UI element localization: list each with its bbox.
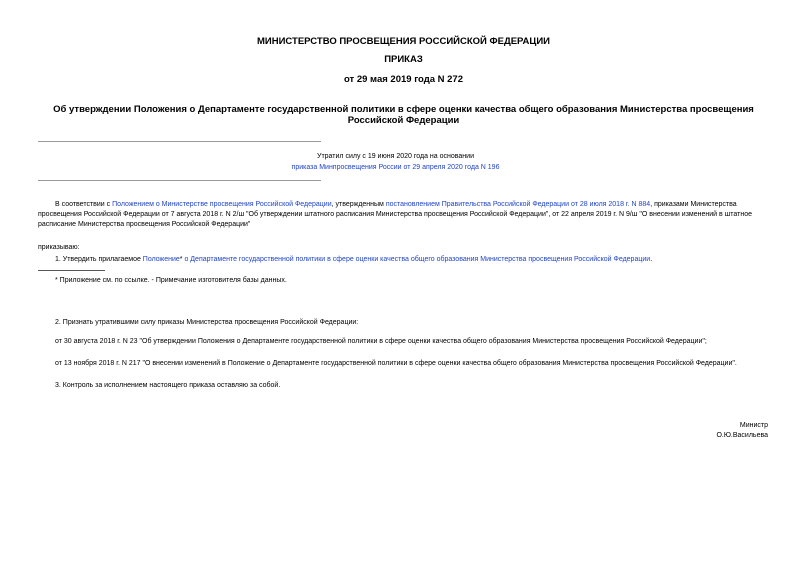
document-type: ПРИКАЗ (384, 54, 423, 65)
government-decree-link[interactable]: постановлением Правительства Российской Федерации от 28 июля 2018 г. N 884 (385, 201, 651, 208)
footnote: * Приложение см. по ссылке. - Примечание изготовителя базы данных. (55, 277, 287, 284)
validity-note-link[interactable]: приказа Минпросвещения России от 29 апреля 2020 года N 196 (291, 164, 500, 171)
bottom-divider (38, 180, 321, 181)
validity-note-text: Утратил силу с 19 июня 2020 года на основании (317, 153, 474, 160)
document-date-number: от 29 мая 2019 года N 272 (343, 74, 464, 85)
item-2-a: от 30 августа 2018 г. N 23 "Об утверждении Положения о Департаменте государственной политики в сфере оценки качества общего образования Министерства просвещения Российской Федерации"; (55, 338, 707, 345)
item-1-end: . (650, 256, 653, 263)
item-1-text: 1. Утвердить прилагаемое (55, 256, 143, 263)
signature-name: О.Ю.Васильева (716, 432, 768, 439)
footnote-divider (38, 270, 105, 271)
preamble-paragraph (38, 200, 768, 230)
signature-position: Министр (739, 422, 768, 429)
regulation-link[interactable]: Положением о Министерстве просвещения Российской Федерации (112, 201, 332, 208)
item-2: 2. Признать утратившими силу приказы Министерства просвещения Российской Федерации: (55, 319, 359, 326)
validity-note (38, 151, 753, 173)
item-1-asterisk: * (179, 256, 185, 263)
department-regulation-link[interactable]: о Департаменте государственной политики в сфере оценки качества общего образования Министерства просвещения Российской Федерации (184, 256, 651, 263)
preamble-text-3: , приказами Министерства просвещения Российской Федерации от 7 августа 2018 г. N 2/ш "Об утверждении штатного расписания Министерства просвещения Российской Федерации", от 22 апреля 2019 г. N 9/ш "О внесении изменений в штатное расписание Министерства просвещения Российской Федерации" (38, 201, 753, 228)
preamble-text-2: , утвержденным (331, 201, 386, 208)
ministry-name: МИНИСТЕРСТВО ПРОСВЕЩЕНИЯ РОССИЙСКОЙ ФЕДЕРАЦИИ (256, 36, 551, 47)
order-word: приказываю: (38, 244, 80, 251)
item-3: 3. Контроль за исполнением настоящего приказа оставляю за собой. (55, 382, 281, 389)
top-divider (38, 141, 321, 142)
regulation-appendix-link[interactable]: Положение (142, 256, 180, 263)
document-title: Об утверждении Положения о Департаменте государственной политики в сфере оценки качества общего образования Министерства просвещения Российской Федерации (53, 104, 754, 126)
preamble-text-1: В соответствии с (55, 201, 113, 208)
item-1 (55, 255, 775, 265)
item-2-b: от 13 ноября 2018 г. N 217 "О внесении изменений в Положение о Департаменте государственной политики в сфере оценки качества общего образования Министерства просвещения Российской Федерации". (55, 360, 737, 367)
